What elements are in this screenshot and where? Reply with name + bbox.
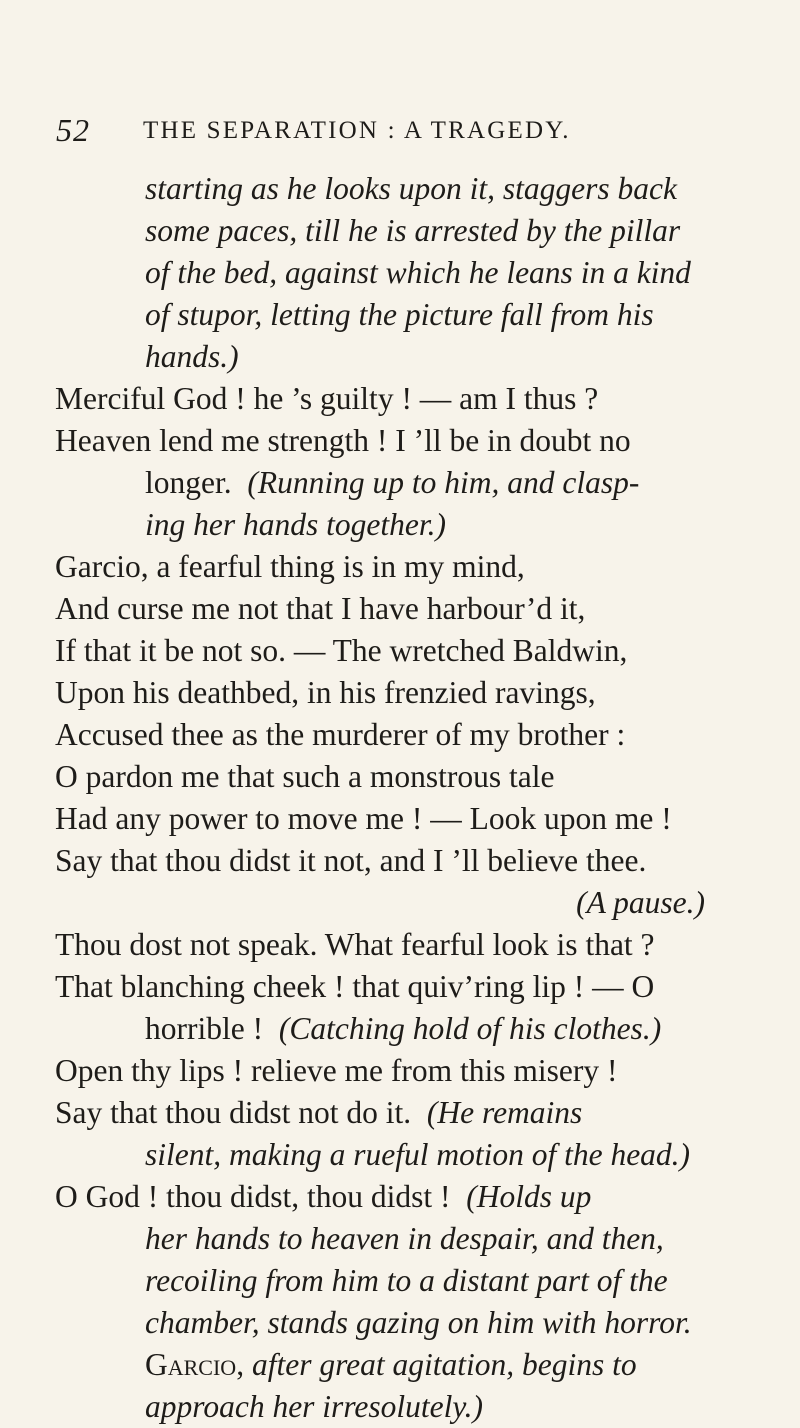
verse-line: Upon his deathbed, in his frenzied ravings, <box>55 675 596 710</box>
stage-direction: silent, making a rueful motion of the head.) <box>145 1137 691 1172</box>
character-name: Garcio, <box>145 1347 245 1382</box>
text-line <box>145 252 691 294</box>
text-line <box>145 1344 637 1386</box>
verse-line: Say that thou didst it not, and I ’ll believe thee. <box>55 843 647 878</box>
verse-text: Say that thou didst not do it. <box>55 1095 412 1130</box>
page-number: 52 <box>56 112 90 148</box>
verse-line: O pardon me that such a monstrous tale <box>55 759 555 794</box>
stage-direction: (Running up to him, and clasp- <box>247 465 640 500</box>
stage-direction: of the bed, against which he leans in a kind <box>145 255 691 290</box>
stage-direction: (Catching hold of his clothes.) <box>278 1011 662 1046</box>
stage-direction: of stupor, letting the picture fall from his <box>145 297 654 332</box>
verse-line: Thou dost not speak. What fearful look is that ? <box>55 927 655 962</box>
stage-direction: (Holds up <box>466 1179 592 1214</box>
verse-line <box>145 462 639 504</box>
verse-line <box>55 1092 582 1134</box>
stage-direction: after great agitation, begins to <box>251 1347 637 1382</box>
stage-direction: some paces, till he is arrested by the pillar <box>145 213 681 248</box>
verse-line: If that it be not so. — The wretched Baldwin, <box>55 633 628 668</box>
stage-direction: (A pause.) <box>576 885 705 920</box>
verse-text: O God ! thou didst, thou didst ! <box>55 1179 451 1214</box>
text-line <box>145 168 677 210</box>
verse-line <box>55 1176 591 1218</box>
text-line <box>145 1134 690 1176</box>
verse-text: horrible ! <box>145 1011 264 1046</box>
text-line <box>145 294 654 336</box>
verse-line <box>145 1008 661 1050</box>
stage-direction: chamber, stands gazing on him with horror. <box>145 1305 692 1340</box>
stage-direction: recoiling from him to a distant part of the <box>145 1263 668 1298</box>
page-header <box>0 0 800 170</box>
verse-line: And curse me not that I have harbour’d it, <box>55 591 586 626</box>
text-line <box>145 1302 692 1344</box>
stage-direction: hands.) <box>145 339 239 374</box>
running-title: THE SEPARATION : A TRAGEDY. <box>143 117 571 144</box>
verse-line: Accused thee as the murderer of my brother : <box>55 717 626 752</box>
text-line <box>145 1218 664 1260</box>
stage-direction: ing her hands together.) <box>145 507 446 542</box>
text-line <box>145 210 680 252</box>
verse-line: Heaven lend me strength ! I ’ll be in doubt no <box>55 423 631 458</box>
stage-direction: approach her irresolutely.) <box>145 1389 483 1424</box>
verse-text: longer. <box>145 465 232 500</box>
stage-direction: starting as he looks upon it, staggers back <box>145 171 677 206</box>
text-line <box>145 1386 483 1428</box>
verse-line: That blanching cheek ! that quiv’ring lip ! — O <box>55 969 655 1004</box>
verse-line: Merciful God ! he ’s guilty ! — am I thus ? <box>55 381 599 416</box>
verse-line: Open thy lips ! relieve me from this misery ! <box>55 1053 618 1088</box>
text-line <box>576 882 705 924</box>
stage-direction: (He remains <box>426 1095 583 1130</box>
stage-direction: her hands to heaven in despair, and then, <box>145 1221 664 1256</box>
verse-line: Had any power to move me ! — Look upon me ! <box>55 801 672 836</box>
verse-line: Garcio, a fearful thing is in my mind, <box>55 549 525 584</box>
text-line <box>145 504 446 546</box>
text-line <box>145 336 239 378</box>
text-line <box>145 1260 668 1302</box>
